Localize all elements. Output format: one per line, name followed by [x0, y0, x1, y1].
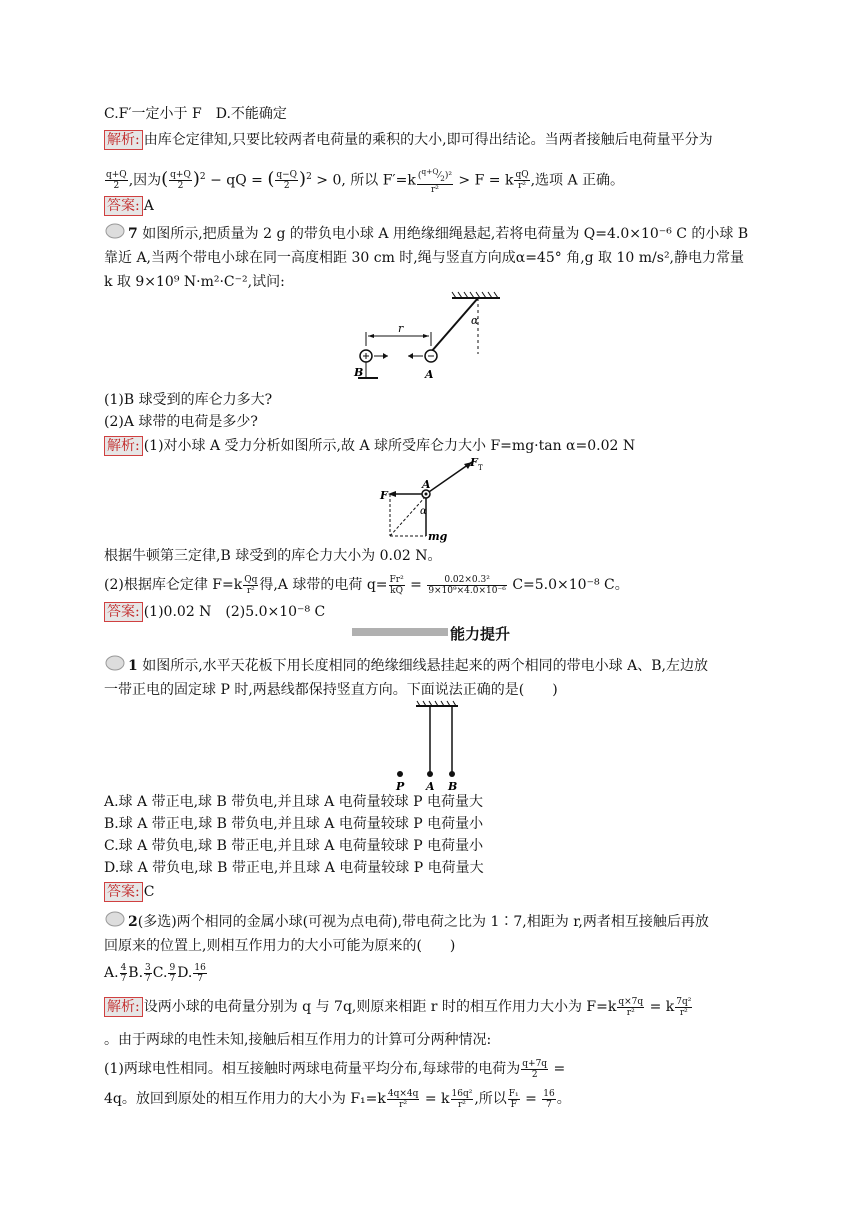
svg-text:r: r [398, 322, 404, 335]
p1-option-a: A.球 A 带正电,球 B 带负电,并且球 A 电荷量较球 P 电荷量大 [104, 794, 483, 810]
svg-text:F: F [470, 456, 478, 469]
svg-text:T: T [478, 464, 483, 472]
p1-option-c: C.球 A 带负电,球 B 带正电,并且球 A 电荷量较球 P 电荷量小 [104, 838, 484, 854]
formula-line: $\frac{q+Q}{2}$ ,因为( $\frac{q+Q}{2}$ )$^2$ − qQ = ( $\frac{q-Q}{2}$ )$^2$ > 0, 所以 F′=k $\frac{(^{q+Q}⁄_2)^2}{\text{r²}}$ > F = k $\frac{qQ}{\text{r²}}$ ,选项 A 正确。 [106, 166, 625, 195]
svg-text:A: A [422, 478, 431, 491]
section-bar [352, 628, 448, 636]
svg-text:P: P [396, 780, 405, 792]
p1-answer: 答案: C [104, 882, 154, 902]
q7-sub2: (2)A 球带的电荷是多少? [104, 414, 258, 430]
p2-analysis-2: 。由于两球的电性未知,接触后相互作用力的计算可分两种情况: [104, 1032, 492, 1048]
p1-option-d: D.球 A 带负电,球 B 带正电,并且球 A 电荷量较球 P 电荷量大 [104, 860, 484, 876]
svg-text:α: α [471, 314, 479, 327]
svg-text:A: A [426, 780, 435, 792]
svg-text:mg: mg [428, 530, 448, 543]
p2-text-a: 2(多选)两个相同的金属小球(可视为点电荷),带电荷之比为 1∶7,相距为 r,两者相互接触后再放 [128, 914, 709, 930]
p1-text-b: 一带正电的固定球 P 时,两悬线都保持竖直方向。下面说法正确的是( ) [104, 682, 558, 698]
q7-analysis-3: (2)根据库仑定律 F=k $\frac{Qq}{\text{r²}}$ 得,A 球带的电荷 q= $\frac{\text{Fr²}}{kQ}$ = $\frac{\text{0.02×0.3²}}{\text{9×10⁹×4.0×10⁻⁶}}$ C=5.0×10⁻⁸ C。 [104, 574, 629, 596]
q7-text-b: 靠近 A,当两个带电小球在同一高度相距 30 cm 时,绳与竖直方向成α=45° 角,g 取 10 m/s²,静电力常量 [104, 250, 745, 266]
svg-text:B: B [354, 366, 364, 379]
p2-text-b: 回原来的位置上,则相互作用力的大小可能为原来的( ) [104, 938, 456, 954]
question-marker-icon [104, 910, 126, 928]
answer-tag: 答案: [104, 196, 143, 216]
q7-text-a: 7 如图所示,把质量为 2 g 的带负电小球 A 用绝缘细绳悬起,若将电荷量为 Q=4.0×10⁻⁶ C 的小球 B [128, 226, 749, 242]
q7-setup-diagram [340, 290, 520, 384]
q7-analysis-2: 根据牛顿第三定律,B 球受到的库仑力大小为 0.02 N。 [104, 548, 442, 564]
svg-text:α: α [420, 506, 427, 517]
q7-answer: 答案: (1)0.02 N (2)5.0×10⁻⁸ C [104, 602, 325, 622]
p1-text-a: 1 如图所示,水平天花板下用长度相同的绝缘细线悬挂起来的两个相同的带电小球 A、B,左边放 [128, 658, 708, 674]
q7-text-c: k 取 9×10⁹ N·m²·C⁻²,试问: [104, 274, 285, 290]
question-marker-icon [104, 222, 126, 240]
q7-sub1: (1)B 球受到的库仑力多大? [104, 392, 273, 408]
question-marker-icon [104, 654, 126, 672]
section-title: 能力提升 [450, 625, 511, 643]
option-line-cd: C.F′一定小于 F D.不能确定 [104, 106, 287, 122]
svg-text:B: B [448, 780, 458, 792]
q7-force-diagram [376, 456, 486, 544]
svg-text:F: F [380, 489, 388, 502]
analysis-tag: 解析: [104, 130, 143, 150]
answer-line: 答案: A [104, 196, 154, 216]
p1-option-b: B.球 A 带正电,球 B 带负电,并且球 A 电荷量较球 P 电荷量小 [104, 816, 484, 832]
p1-diagram [388, 700, 468, 792]
p2-options: A. $\frac{4}{7}$ B. $\frac{3}{7}$ C. $\frac{9}{7}$ D. $\frac{16}{7}$ [104, 962, 206, 984]
p2-analysis-3: (1)两球电性相同。相互接触时两球电荷量平均分布,每球带的电荷为 $\frac{q+7q}{2}$ = [104, 1058, 566, 1080]
svg-text:A: A [425, 368, 434, 381]
p2-analysis-4: 4q。放回到原处的相互作用力的大小为 F₁=k $\frac{4q\times 4q}{\text{r²}}$ = k $\frac{\text{16q²}}{\text{r²}}$ ,所以 $\frac{\text{F₁}}{F}$ = $\frac{16}{7}$ 。 [104, 1088, 571, 1110]
analysis-line [104, 130, 713, 150]
analysis-text: 由库仑定律知,只要比较两者电荷量的乘积的大小,即可得出结论。当两者接触后电荷量平分为 [143, 132, 713, 148]
p2-analysis-1: 解析: 设两小球的电荷量分别为 q 与 7q,则原来相距 r 时的相互作用力大小为 F=k $\frac{q\times 7q}{\text{r²}}$ = k $\frac{\text{7q²}}{\text{r²}}$ [104, 994, 693, 1020]
q7-analysis-1: 解析: (1)对小球 A 受力分析如图所示,故 A 球所受库仑力大小 F=mg·tan α=0.02 N [104, 436, 635, 456]
